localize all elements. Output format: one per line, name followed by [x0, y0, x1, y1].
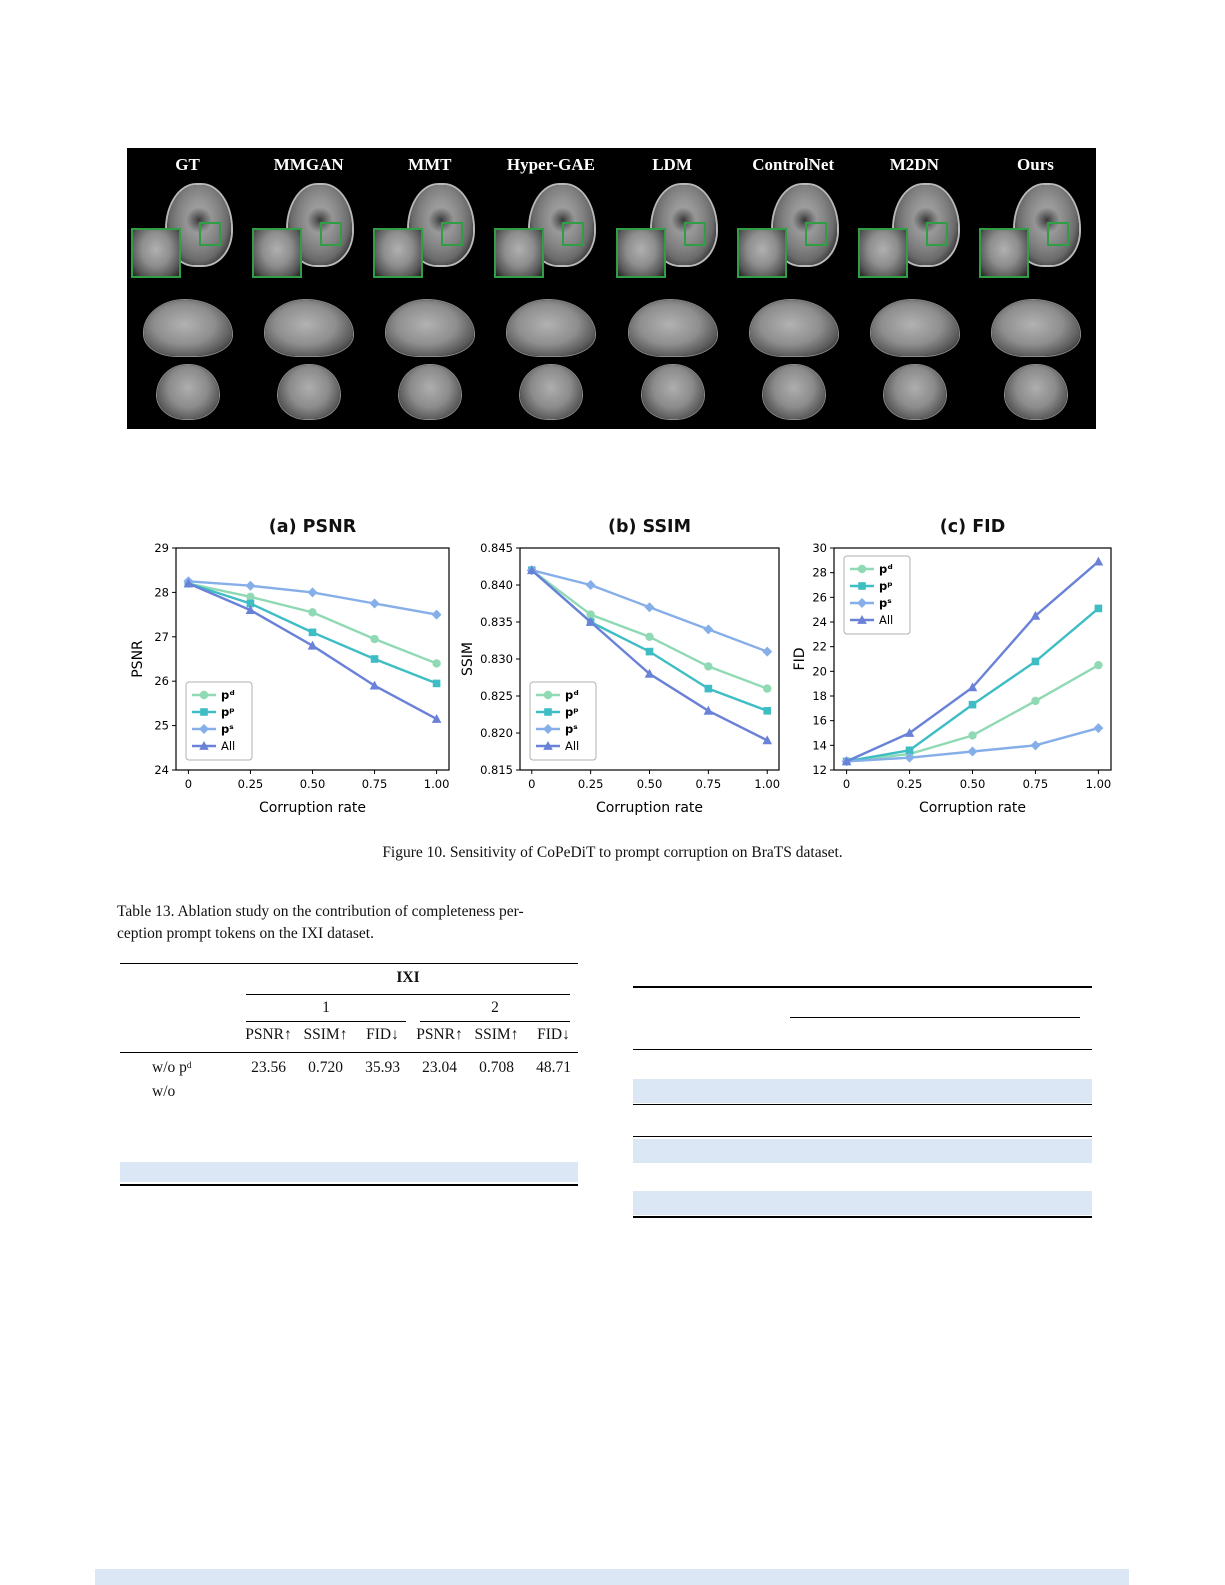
x-tick-label: 0 [184, 777, 193, 791]
y-tick-label: 20 [812, 664, 827, 679]
triangle-marker [704, 706, 714, 715]
square-marker [1032, 658, 1040, 666]
x-tick-label: 0.50 [299, 777, 326, 791]
comparison-figure-panel [127, 148, 1096, 429]
table-bottom-rule [120, 1184, 578, 1186]
x-tick-label: 0.50 [959, 777, 986, 791]
legend-label: pᵈ [221, 688, 235, 702]
circle-marker [763, 684, 771, 692]
legend-box [186, 682, 252, 760]
diamond-marker [1030, 740, 1040, 750]
x-tick-label: 0 [842, 777, 851, 791]
x-tick-label: 0.75 [695, 777, 722, 791]
figure-column [975, 148, 1096, 429]
legend-box [844, 556, 910, 634]
brain-coronal-image [884, 365, 946, 419]
diamond-marker [1093, 723, 1103, 733]
y-tick-label: 0.825 [480, 689, 513, 703]
y-tick-label: 0.835 [480, 615, 513, 629]
y-tick-label: 26 [812, 590, 827, 605]
figure-column-label: LDM [652, 155, 692, 174]
circle-marker [200, 691, 208, 699]
figure-columns [127, 148, 1096, 429]
brain-coronal-image [399, 365, 461, 419]
square-marker [433, 680, 441, 688]
roi-zoom-inset [494, 228, 544, 278]
legend-label: pᵖ [221, 705, 235, 719]
y-tick-label: 24 [154, 763, 169, 777]
square-marker [858, 582, 866, 590]
diamond-marker [308, 587, 318, 597]
circle-marker [1094, 661, 1102, 669]
x-tick-label: 1.00 [1085, 777, 1112, 791]
square-marker [371, 655, 379, 663]
cell: 35.93 [365, 1059, 400, 1076]
table-top-rule [120, 963, 578, 964]
figure-column [854, 148, 975, 429]
table-bottom-rule [633, 1216, 1092, 1218]
y-tick-label: 0.845 [480, 541, 513, 555]
table-rule [633, 1104, 1092, 1105]
table-13 [120, 963, 578, 1186]
brain-sagittal-image [871, 300, 959, 356]
x-tick-label: 0.75 [1022, 777, 1049, 791]
table-rule [633, 1136, 1092, 1137]
fid-chart [790, 512, 1125, 824]
square-marker [544, 708, 552, 716]
circle-marker [645, 633, 653, 641]
y-tick-label: 29 [154, 541, 169, 555]
y-tick-label: 25 [154, 718, 169, 733]
triangle-marker [1094, 557, 1104, 566]
roi-zoom-inset [616, 228, 666, 278]
roi-box [684, 222, 706, 246]
x-tick-label: 1.00 [754, 777, 781, 791]
diamond-marker [968, 747, 978, 757]
highlight-row [120, 1162, 578, 1182]
roi-zoom-inset [979, 228, 1029, 278]
y-tick-label: 18 [812, 689, 827, 703]
circle-marker [308, 608, 316, 616]
y-tick-label: 30 [812, 541, 827, 555]
x-tick-label: 0.25 [237, 777, 264, 791]
x-axis-label: Corruption rate [595, 800, 704, 816]
legend-label: All [879, 613, 894, 627]
cell: 48.71 [536, 1059, 571, 1076]
roi-zoom-inset [252, 228, 302, 278]
y-axis-label: FID [792, 647, 808, 671]
y-axis-label: PSNR [130, 640, 146, 678]
legend-label: pˢ [221, 722, 234, 736]
circle-marker [432, 659, 440, 667]
figure-column [733, 148, 854, 429]
x-tick-label: 1.00 [423, 777, 450, 791]
row-label: w/o [152, 1083, 176, 1100]
col-header: SSIM↑ [474, 1026, 519, 1043]
circle-marker [704, 662, 712, 670]
cell: 23.04 [422, 1059, 457, 1076]
table-group-header-2: 2 [491, 999, 499, 1016]
table-group-header-1: 1 [322, 999, 330, 1016]
diamond-marker [586, 580, 596, 590]
legend-box [530, 682, 596, 760]
square-marker [646, 648, 654, 656]
roi-box [805, 222, 827, 246]
col-header: FID↓ [537, 1026, 570, 1043]
y-tick-label: 14 [812, 738, 827, 753]
table-cmidrule [246, 1021, 406, 1022]
ssim-chart [458, 512, 793, 824]
psnr-chart [128, 512, 463, 824]
chart-title: (b) SSIM [608, 517, 691, 537]
y-tick-label: 27 [154, 629, 169, 644]
figure-column [127, 148, 248, 429]
roi-box [320, 222, 342, 246]
brain-coronal-image [278, 365, 340, 419]
roi-box [926, 222, 948, 246]
brain-coronal-image [642, 365, 704, 419]
figure-10-caption: Figure 10. Sensitivity of CoPeDiT to prompt corruption on BraTS dataset. [382, 844, 843, 861]
table-13-caption [117, 901, 597, 945]
ssim-chart-host [458, 512, 793, 824]
x-axis-label: Corruption rate [258, 800, 367, 816]
figure-column [490, 148, 611, 429]
y-axis-label: SSIM [460, 642, 476, 676]
brain-sagittal-image [265, 300, 353, 356]
table-cmidrule [246, 994, 570, 995]
page-bottom-highlight [95, 1569, 1129, 1585]
chart-title: (a) PSNR [268, 517, 357, 537]
table-cmidrule [790, 1017, 1080, 1018]
row-label: w/o pᵈ [152, 1059, 192, 1076]
roi-zoom-inset [131, 228, 181, 278]
figure-column [612, 148, 733, 429]
square-marker [969, 701, 977, 709]
roi-zoom-inset [737, 228, 787, 278]
legend-label: pˢ [565, 722, 578, 736]
x-tick-label: 0 [528, 777, 536, 791]
y-tick-label: 16 [812, 713, 827, 728]
x-tick-label: 0.50 [636, 777, 663, 791]
legend-label: All [565, 739, 580, 753]
circle-marker [1031, 697, 1039, 705]
col-header: SSIM↑ [303, 1026, 348, 1043]
circle-marker [968, 731, 976, 739]
brain-coronal-image [763, 365, 825, 419]
figure-column [248, 148, 369, 429]
table-dataset-header: IXI [396, 969, 420, 986]
y-tick-label: 0.830 [480, 652, 513, 666]
table-header-row [240, 1026, 582, 1044]
cell: 0.720 [308, 1059, 343, 1076]
x-axis-label: Corruption rate [918, 800, 1027, 816]
table-mid-rule [120, 1052, 578, 1053]
x-tick-label: 0.25 [896, 777, 923, 791]
figure-column-label: Hyper-GAE [506, 155, 595, 174]
diamond-marker [370, 599, 380, 609]
square-marker [200, 708, 208, 716]
diamond-marker [432, 610, 442, 620]
legend-label: All [221, 739, 236, 753]
figure-column-label: Ours [1017, 155, 1054, 174]
square-marker [1095, 605, 1103, 613]
right-table-skeleton [633, 986, 1092, 1219]
legend-label: pᵖ [565, 705, 579, 719]
figure-column-label: GT [175, 155, 200, 174]
triangle-marker [370, 681, 380, 690]
roi-box [1047, 222, 1069, 246]
figure-column-label: ControlNet [752, 155, 835, 174]
roi-zoom-inset [858, 228, 908, 278]
roi-box [562, 222, 584, 246]
psnr-chart-host [128, 512, 463, 824]
chart-title: (c) FID [939, 517, 1006, 537]
y-tick-label: 22 [812, 639, 827, 654]
y-tick-label: 0.840 [480, 578, 513, 592]
legend-label: pˢ [879, 596, 892, 610]
highlight-row [633, 1079, 1092, 1103]
brain-sagittal-image [144, 300, 232, 356]
brain-sagittal-image [507, 300, 595, 356]
y-tick-label: 0.815 [480, 763, 513, 777]
circle-marker [370, 635, 378, 643]
y-tick-label: 28 [154, 585, 169, 600]
roi-box [199, 222, 221, 246]
roi-box [441, 222, 463, 246]
figure-column-label: MMGAN [273, 155, 344, 174]
y-tick-label: 12 [812, 763, 827, 777]
y-tick-label: 26 [154, 674, 169, 689]
legend-label: pᵈ [565, 688, 579, 702]
diamond-marker [645, 602, 655, 612]
figure-column-label: MMT [408, 155, 452, 174]
square-marker [763, 707, 771, 715]
col-header: FID↓ [366, 1026, 399, 1043]
y-tick-label: 28 [812, 565, 827, 580]
table-13-caption-line1: Table 13. Ablation study on the contribution of completeness per- [117, 903, 524, 920]
brain-sagittal-image [750, 300, 838, 356]
table-rule [633, 1049, 1092, 1050]
highlight-row [633, 1139, 1092, 1163]
brain-sagittal-image [992, 300, 1080, 356]
brain-sagittal-image [386, 300, 474, 356]
brain-coronal-image [157, 365, 219, 419]
square-marker [705, 685, 713, 693]
table-13-caption-line2: ception prompt tokens on the IXI dataset. [117, 925, 374, 942]
diamond-marker [762, 647, 772, 657]
figure-column [369, 148, 490, 429]
figure-column-label: M2DN [889, 155, 939, 174]
y-tick-label: 24 [812, 615, 827, 629]
highlight-row [633, 1191, 1092, 1215]
x-tick-label: 0.25 [577, 777, 604, 791]
brain-coronal-image [520, 365, 582, 419]
x-tick-label: 0.75 [361, 777, 388, 791]
diamond-marker [245, 581, 255, 591]
circle-marker [544, 691, 552, 699]
legend-label: pᵈ [879, 562, 893, 576]
circle-marker [858, 565, 866, 573]
roi-zoom-inset [373, 228, 423, 278]
table-cmidrule [420, 1021, 570, 1022]
col-header: PSNR↑ [416, 1026, 463, 1043]
legend-label: pᵖ [879, 579, 893, 593]
brain-sagittal-image [629, 300, 717, 356]
brain-coronal-image [1005, 365, 1067, 419]
col-header: PSNR↑ [245, 1026, 292, 1043]
row-values [240, 1059, 582, 1077]
y-tick-label: 0.820 [480, 726, 513, 740]
fid-chart-host [790, 512, 1125, 824]
square-marker [309, 629, 317, 637]
cell: 23.56 [251, 1059, 286, 1076]
diamond-marker [703, 624, 713, 634]
table-top-rule [633, 986, 1092, 988]
cell: 0.708 [479, 1059, 514, 1076]
